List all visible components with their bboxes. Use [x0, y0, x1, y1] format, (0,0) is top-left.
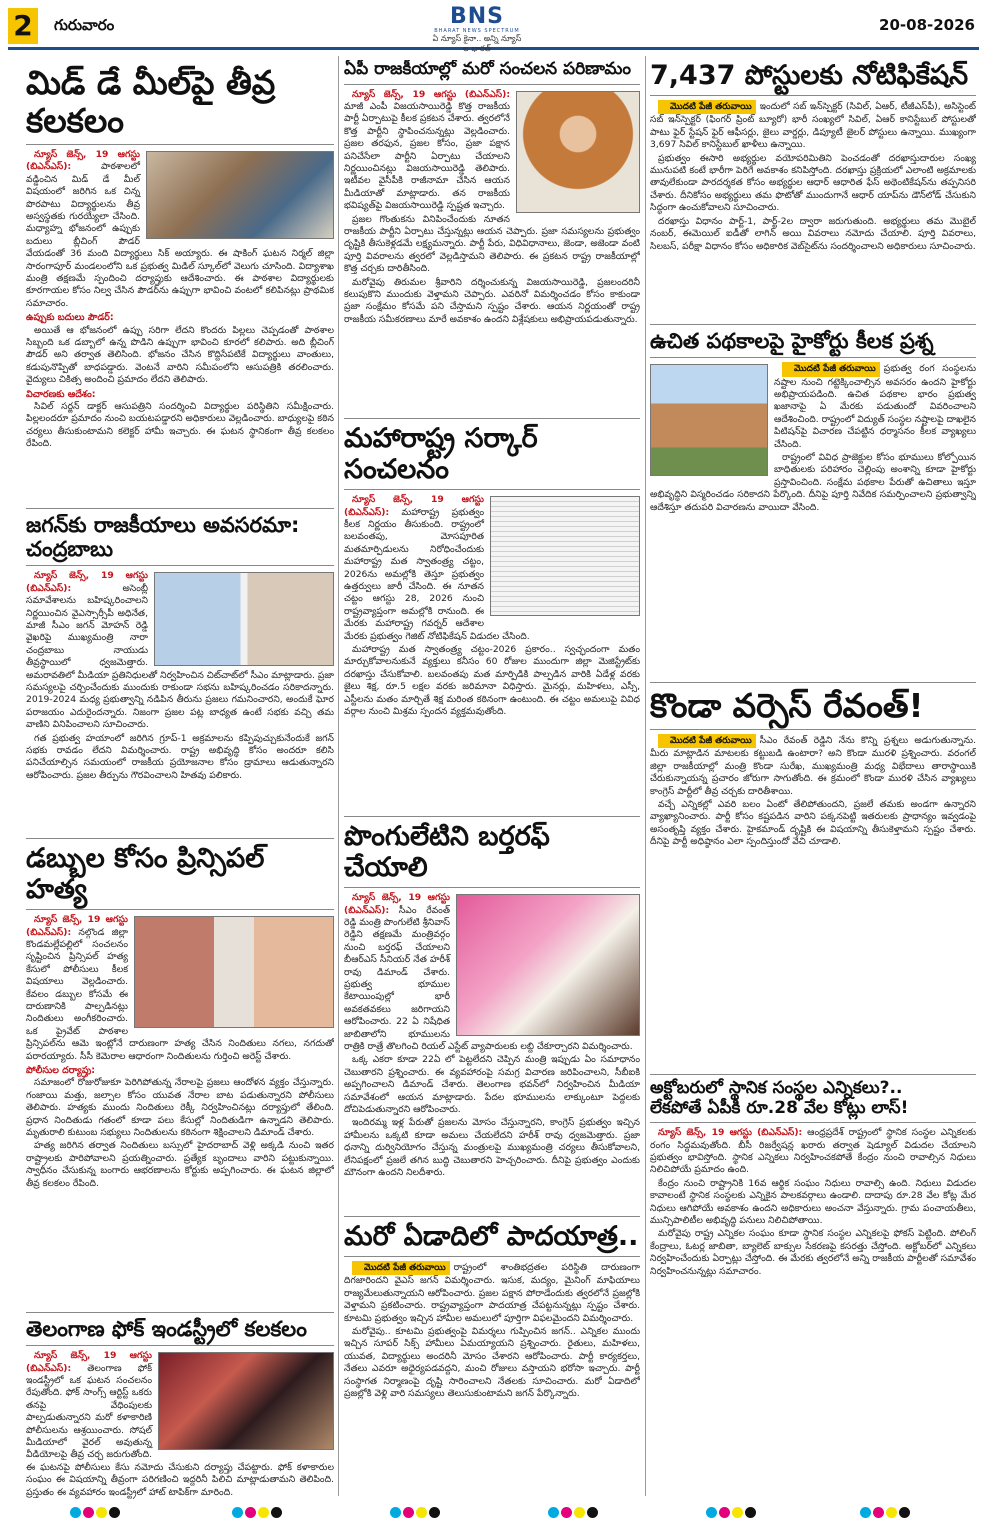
- article-text: అయితే ఆ భోజనంలో ఉప్పు సరిగా లేదని కొందరు పిల్లలు చెప్పడంతో పాఠశాల సిబ్బంది ఒక డబ్బాలో ఉన్న పొడిని ఉప్పుగా భావించి కూరలో కలిపారు. అది బ్లీచింగ్ పౌడర్ అని తర్వాత తెలిసింది. భోజనం చేసిన కొద్దిసేపటికే విద్యార్థులు వాంతులు, కడుపునొప్పితో బాధపడ్డారు. వెంటనే వారిని సమీపంలోని ఆసుపత్రికి తరలించారు. వైద్యులు చికిత్స అందించి ప్రమాదం లేదని తెలిపారు.: [26, 324, 334, 386]
- article-text: సమాజంలో రోజురోజుకూ పెరిగిపోతున్న నేరాలపై ప్రజలు ఆందోళన వ్యక్తం చేస్తున్నారు. గంజాయి మత్తు, జల్సాల కోసం యువత నేరాల బాట పడుతున్నారని పోలీసులు తెలిపారు. హత్యకు ముందు నిందితులు రెక్కీ నిర్వహించినట్లు దర్యాప్తులో తేలింది. ప్రధాన నిందితుడు గతంలో కూడా పలు కేసుల్లో నిందితుడిగా ఉన్నాడని తెలిపారు. మృతురాలి కుటుంబ సభ్యులు నిందితులను కఠినంగా శిక్షించాలని డిమాండ్ చేశారు.: [26, 1077, 334, 1138]
- article-subhead: ఉప్పుకు బదులు పౌడర్:: [26, 312, 114, 324]
- article-text: మాజీ ఎంపీ విజయసాయిరెడ్డి కొత్త రాజకీయ పార్టీ ఏర్పాటుపై కీలక ప్రకటన చేశారు. త్వరలోనే కొత్త పార్టీని స్థాపించనున్నట్లు వెల్లడించారు. ప్రజల తరఫున, ప్రజల కోసం, ప్రజా పక్షాన పనిచేసేలా పార్టీని ఏర్పాటు చేయాలని నిర్ణయించినట్లు విజయసాయిరెడ్డి తెలిపారు. ఇటీవల వైసీపీకి రాజీనామా చేసిన ఆయన మీడియాతో మాట్లాడారు. తన రాజకీయ భవిష్యత్‌పై విజయసాయిరెడ్డి స్పష్టత ఇచ్చారు.: [344, 100, 510, 212]
- article-headline[interactable]: మహారాష్ట్ర సర్కార్ సంచలనం: [344, 423, 640, 490]
- logo-text: BNS: [449, 4, 505, 29]
- article-text: రాష్ట్రంలో శాంతిభద్రతల పరిస్థితి దారుణంగా దిగజారిందని వైఎస్ జగన్ విమర్శించారు. ఇసుక, మద్యం, మైనింగ్ మాఫియాలు రాజ్యమేలుతున్నాయని ఆరోపించారు. ప్రజల పక్షాన పోరాడేందుకు త్వరలోనే ప్రజల్లోకి వెళ్తామని ప్రకటించారు. రాష్ట్రవ్యాప్తంగా పాదయాత్ర చేపట్టనున్నట్లు స్పష్టం చేశారు. కూటమి ప్రభుత్వం ఇచ్చిన హామీల అమలులో పూర్తిగా విఫలమైందని విమర్శించారు.: [344, 1262, 640, 1324]
- color-dot: [899, 1507, 910, 1518]
- folk-artists-photo: [158, 1352, 334, 1450]
- article-body: [26, 570, 334, 782]
- color-bar-group: [70, 1503, 122, 1515]
- article-headline[interactable]: ఉచిత పథకాలపై హైకోర్టు కీలక ప్రశ్న: [650, 329, 976, 358]
- article-text: ఇందులో సబ్ ఇన్‌స్పెక్టర్ (సివిల్, ఏఆర్, టీజీఎస్‌పీ), అసిస్టెంట్ సబ్ ఇన్‌స్పెక్టర్ (ఫింగర్ ప్రింట్ బ్యూరో) భారీ సంఖ్యలో సివిల్, ఏఆర్ కానిస్టేబుల్ పోస్టులతో పాటు ఫైర్ స్టేషన్ ఫైర్ ఆఫీసర్లు, జైలు వార్డర్లు, డిప్యూటీ జైలర్ పోస్టులు ఉన్నాయి. ముఖ్యంగా 3,697 సివిల్ కానిస్టేబుల్ ఖాళీలు ఉన్నాయి.: [650, 101, 976, 151]
- article-body: [344, 494, 640, 718]
- article-subhead: విచారణకు ఆదేశం:: [26, 388, 96, 400]
- color-bar-group: [860, 1503, 912, 1515]
- article-maharashtra[interactable]: [344, 418, 640, 810]
- article-headline[interactable]: మరో ఏడాదిలో పాదయాత్ర..: [344, 1221, 640, 1257]
- article-padayatra[interactable]: [344, 1216, 640, 1525]
- press-meet-photo: [456, 894, 640, 1036]
- color-dot: [109, 1507, 120, 1518]
- article-body: [650, 362, 976, 514]
- color-dot: [548, 1507, 559, 1518]
- article-body: [650, 1127, 976, 1278]
- color-bar-group: [390, 1503, 442, 1515]
- dateline: న్యూస్ జెన్స్, 19 ఆగస్టు (బిఎన్ఎస్):: [352, 88, 510, 100]
- article-text: మరోవైపు.. కూటమి ప్రభుత్వంపై విమర్శలు గుప్పించిన జగన్.. ఎన్నికల ముందు ఇచ్చిన సూపర్ సిక్స్ హామీలు ఏమయ్యాయని ప్రశ్నించారు. రైతులు, మహిళలు, యువత, విద్యార్థులు అందరినీ మోసం చేశారని ఆరోపించారు. పార్టీ కార్యకర్తలు, నేతలు ఎవరూ అధైర్యపడవద్దని, మంచి రోజులు వస్తాయని భరోసా ఇచ్చారు. పార్టీ సంస్థాగత నిర్మాణంపై దృష్టి సారించాలని నేతలకు సూచించారు. మరో ఏడాదిలో ప్రజల్లోకి వెళ్లి వారి సమస్యలు తెలుసుకుంటామని జగన్ పేర్కొన్నారు.: [344, 1326, 640, 1400]
- article-headline[interactable]: 7,437 పోస్టులకు నోటిఫికేషన్: [650, 60, 976, 96]
- color-dot: [587, 1507, 598, 1518]
- color-dot: [416, 1507, 427, 1518]
- dateline: న్యూస్ జెన్స్, 19 ఆగస్టు (బిఎన్ఎస్):: [658, 1127, 803, 1139]
- dateline: న్యూస్ జెన్స్, 19 ఆగస్టు (బిఎన్ఎస్):: [26, 914, 128, 938]
- color-dot: [706, 1507, 717, 1518]
- article-text: సివిల్ సర్జన్ డాక్టర్ ఆసుపత్రిని సందర్శించి విద్యార్థుల పరిస్థితిని సమీక్షించారు. పిల్లలందరూ ప్రమాదం నుంచి బయటపడ్డారని అధికారులు వెల్లడించారు. బాధ్యులపై కఠిన చర్యలు తీసుకుంటామని కలెక్టర్ హామీ ఇచ్చారు. ఈ ఘటన స్థానికంగా తీవ్ర కలకలం రేపింది.: [26, 401, 334, 450]
- article-subhead: పోలీసుల దర్యాప్తు:: [26, 1064, 95, 1076]
- article-headline[interactable]: అక్టోబరులో స్థానిక సంస్థల ఎన్నికలు?..: [650, 1078, 903, 1098]
- article-text: తెలంగాణ ఫోక్ ఇండస్ట్రీలో ఒక ఘటన సంచలనం రేపుతోంది. ఫోక్ సాంగ్స్ ఆర్టిస్ట్ ఒకరు తనపై వేధింపులకు పాల్పడుతున్నారని మరో కళాకారిణి పోలీసులను ఆశ్రయించారు. సోషల్ మీడియాలో వైరల్ అవుతున్న వీడియోలపై తీవ్ర చర్చ జరుగుతోంది. ఈ ఘటనపై పోలీసులు కేసు నమోదు చేసుకుని దర్యాప్తు చేపట్టారు. ఫోక్ కళాకారుల సంఘం ఈ విషయాన్ని తీవ్రంగా పరిగణించి ఇద్దరినీ పిలిచి మాట్లాడుతామని తెలిపింది. ప్రస్తుతం ఈ వ్యవహారం ఇండస్ట్రీలో హాట్ టాపిక్‌గా మారింది.: [26, 1362, 334, 1498]
- article-folk-industry[interactable]: [26, 1312, 334, 1525]
- politician-photo: [516, 91, 640, 213]
- article-text: దరఖాస్తు విధానం పార్ట్-1, పార్ట్-2ల ద్వారా జరుగుతుంది. అభ్యర్థులు తమ మొబైల్ నంబర్, ఈమెయిల్ ఐడీతో లాగిన్ అయి వివరాలు నమోదు చేయాలి. పూర్తి వివరాలు, సిలబస్, పరీక్షా విధానం కోసం అధికారిక వెబ్‌సైట్‌ను సందర్శించాలని అధికారులు సూచించారు.: [650, 215, 976, 252]
- article-midday-meal[interactable]: [26, 64, 334, 502]
- continued-badge[interactable]: మొదటి పేజీ తరువాయి: [352, 1261, 450, 1275]
- color-dot: [745, 1507, 756, 1518]
- color-bar-group: [548, 1503, 600, 1515]
- article-text: మరోవైపు తిరుమల శ్రీవారిని దర్శించుకున్న విజయసాయిరెడ్డి, ప్రజలందరినీ కలుపుకొని ముందుకు వెళ్తామని చెప్పారు. ఎవరినో విమర్శించడం కోసం కాకుండా ప్రజా సంక్షేమం కోసమే పని చేస్తామని స్పష్టం చేశారు. ఆయన నిర్ణయంతో రాష్ట్ర రాజకీయ సమీకరణాలు మారే అవకాశం ఉందని విశ్లేషకులు అభిప్రాయపడుతున్నారు.: [344, 276, 640, 325]
- gazette-document: [490, 496, 640, 616]
- article-ponguleti[interactable]: [344, 816, 640, 1210]
- color-dot: [719, 1507, 730, 1518]
- page-number: 2: [8, 8, 38, 44]
- issue-date: 20-08-2026: [879, 16, 975, 34]
- color-dot: [429, 1507, 440, 1518]
- article-text: సీఎం రేవంత్ రెడ్డి మంత్రి పొంగులేటి శ్రీనివాస్ రెడ్డిని తక్షణమే మంత్రివర్గం నుంచి బర్తరఫ్ చేయాలని బీఆర్ఎస్ సీనియర్ నేత హరీశ్ రావు డిమాండ్ చేశారు. ప్రభుత్వ భూముల కేటాయింపుల్లో భారీ అవకతవకలు జరిగాయని ఆరోపించారు. 22 ఏ నిషేధిత జాబితాలోని భూములను రాత్రికి రాత్రే తొలగించి రియల్ ఎస్టేట్ వ్యాపారులకు లబ్ది చేకూర్చారని విమర్శించారు.: [344, 904, 633, 1052]
- article-body: [26, 1350, 334, 1499]
- continued-badge[interactable]: మొదటి పేజీ తరువాయి: [658, 100, 756, 114]
- article-headline[interactable]: కొండా వర్సెస్ రేవంత్!: [650, 687, 976, 730]
- color-dot: [96, 1507, 107, 1518]
- color-dot: [258, 1507, 269, 1518]
- article-text: వచ్చే ఎన్నికల్లో ఎవరి బలం ఏంటో తేలిపోతుందని, ప్రజలే తమకు అండగా ఉన్నారని వ్యాఖ్యానించారు. పార్టీ కోసం కష్టపడిన వారిని పక్కనపెట్టి ఇతరులకు ప్రాధాన్యం ఇవ్వడంపై అసంతృప్తి వ్యక్తం చేశారు. హైకమాండ్ దృష్టికి ఈ విషయాన్ని తీసుకెళ్తామని స్పష్టం చేశారు. దీనిపై పార్టీ అధిష్ఠానం ఎలా స్పందిస్తుందో వేచి చూడాలి.: [650, 798, 976, 848]
- article-headline[interactable]: ఏపీ రాజకీయాల్లో మరో సంచలన పరిణామం: [344, 60, 640, 85]
- article-text: ప్రభుత్వం ఈసారి అభ్యర్థుల వయోపరిమితిని పెంచడంతో దరఖాస్తుదారుల సంఖ్య మునుపటి కంటే భారీగా పెరిగే అవకాశం కనిపిస్తోంది. దరఖాస్తు ప్రక్రియలో ఎలాంటి అక్రమాలకు తావులేకుండా పారదర్శకత కోసం అభ్యర్థుల ఆధార్ ఆధారిత ఫేస్ అథెంటికేషన్‌ను తప్పనిసరి చేశారు. దీనికోసం అభ్యర్థులు తమ ఫొటోతో ముందుగానే ఆధార్ యాప్‌ను డౌన్‌లోడ్ చేసుకుని సిద్ధంగా ఉంచుకోవాలని సూచించారు.: [650, 152, 976, 214]
- article-notification[interactable]: [650, 60, 976, 318]
- article-jagan-chandrababu[interactable]: [26, 508, 334, 832]
- logo-subtext: BHARAT NEWS SPECTRUM: [434, 28, 520, 34]
- continued-badge[interactable]: మొదటి పేజీ తరువాయి: [658, 734, 756, 748]
- article-subheadline[interactable]: లేకపోతే ఏపీకి రూ.28 వేల కోట్లు లాస్!: [650, 1099, 976, 1124]
- article-high-court[interactable]: [650, 324, 976, 676]
- article-text: ఆంధ్రప్రదేశ్ రాష్ట్రంలో స్థానిక సంస్థల ఎన్నికలకు రంగం సిద్ధమవుతోంది. బీసీ రిజర్వేషన్ల ఖరారు తర్వాత షెడ్యూల్ విడుదల చేయాలని ప్రభుత్వం భావిస్తోంది. స్థానిక ఎన్నికలు నిర్వహించకపోతే కేంద్రం నుంచి రావాల్సిన నిధులు నిలిచిపోయే ప్రమాదం ఉంది.: [650, 1127, 976, 1176]
- article-text: ప్రభుత్వ రంగ సంస్థలను నష్టాల నుంచి గట్టెక్కించాల్సిన అవసరం ఉందని హైకోర్టు అభిప్రాయపడింది. ఉచిత పథకాల భారం ప్రభుత్వ ఖజానాపై ఏ మేరకు పడుతుందో వివరించాలని ఆదేశించింది. రాష్ట్రంలో విద్యుత్ సంస్థల నష్టాలపై దాఖలైన పిటిషన్‌పై విచారణ చేపట్టిన ధర్మాసనం కీలక వ్యాఖ్యలు చేసింది.: [774, 363, 976, 450]
- color-dot: [390, 1507, 401, 1518]
- article-text: మరోవైపు రాష్ట్ర ఎన్నికల సంఘం కూడా స్థానిక సంస్థల ఎన్నికలపై ఫోకస్ పెట్టింది. పోలింగ్ కేంద్రాలు, ఓటర్ల జాబితా, బ్యాలెట్ బాక్సుల సేకరణపై కసరత్తు చేస్తోంది. అక్టోబర్‌లో ఎన్నికలు నిర్వహించేందుకు ఏర్పాట్లు చేస్తోంది. ఈ మేరకు త్వరలోనే అన్ని రాజకీయ పార్టీలతో సమావేశం నిర్వహించనున్నట్లు సమాచారం.: [650, 1228, 976, 1277]
- color-dot: [732, 1507, 743, 1518]
- color-dot: [232, 1507, 243, 1518]
- color-dot: [245, 1507, 256, 1518]
- masthead: [8, 4, 979, 53]
- article-body: [650, 734, 976, 849]
- article-text: హత్య జరిగిన తర్వాత నిందితులు బస్సులో హైదరాబాద్ వెళ్లి అక్కడి నుంచి ఇతర రాష్ట్రాలకు పారిపోవాలని ప్రయత్నించారు. ప్రత్యేక బృందాలు వారిని పట్టుకున్నాయి. స్వాధీనం చేసుకున్న బంగారు ఆభరణాలను కోర్టుకు అప్పగించారు. ఈ ఘటన జిల్లాలో తీవ్ర కలకలం రేపింది.: [26, 1140, 334, 1189]
- color-dot: [561, 1507, 572, 1518]
- color-dot: [860, 1507, 871, 1518]
- color-dot: [271, 1507, 282, 1518]
- school-photo: [146, 151, 334, 239]
- dateline: న్యూస్ జెన్స్, 19 ఆగస్టు (బిఎన్ఎస్):: [26, 1350, 152, 1374]
- article-local-elections[interactable]: [650, 1074, 976, 1525]
- logo-tagline: ఏ న్యూస్ కైనా.. అన్ని న్యూస్ ల భారత్: [432, 34, 522, 53]
- article-ap-politics[interactable]: [344, 60, 640, 412]
- article-body: [26, 149, 334, 451]
- article-text: మహారాష్ట్ర మత స్వాతంత్ర్య చట్టం-2026 ప్రకారం.. స్వచ్ఛందంగా మతం మార్చుకోవాలనుకునే వ్యక్తులు కనీసం 60 రోజుల ముందుగా జిల్లా మెజిస్ట్రేట్‌కు దరఖాస్తు చేసుకోవాలి. బలవంతపు మత మార్పిడికి పాల్పడిన వారికి ఏడేళ్ల వరకు జైలు శిక్ష, రూ.5 లక్షల వరకు జరిమానా విధిస్తారు. మైనర్లు, మహిళలు, ఎస్సీ, ఎస్టీలను మతం మార్చితే శిక్ష మరింత కఠినంగా ఉంటుంది. ఈ చట్టం అమలుపై వివిధ వర్గాల నుంచి మిశ్రమ స్పందన వ్యక్తమవుతోంది.: [344, 643, 640, 717]
- article-text: అసెంబ్లీ సమావేశాలను బహిష్కరించాలని నిర్ణయించిన వైఎస్సార్సీపీ అధినేత, మాజీ సీఎం జగన్ మోహన్ రెడ్డి వైఖరిపై ముఖ్యమంత్రి నారా చంద్రబాబు నాయుడు తీవ్రస్థాయిలో ధ్వజమెత్తారు. అమరావతిలో మీడియా ప్రతినిధులతో నిర్వహించిన చిట్‌చాట్‌లో సీఎం మాట్లాడారు. ప్రజా సమస్యలపై చర్చించేందుకు ముందుకు రాకుండా సభను బహిష్కరించడం సరికాదన్నారు. 2019-2024 మధ్య ప్రభుత్వాన్ని నడిపిన తీరును ప్రజలు గమనించారని, అందుకే ఘోర పరాజయం ఎదురైందన్నారు. నిజంగా ప్రజల పట్ల బాధ్యత ఉంటే సభకు వచ్చి తమ వాణిని వినిపించాలని సూచించారు.: [26, 582, 334, 731]
- article-headline[interactable]: తెలంగాణ ఫోక్ ఇండస్ట్రీలో కలకలం: [26, 1317, 334, 1346]
- day-label: గురువారం: [54, 16, 115, 34]
- dateline: న్యూస్ జెన్స్, 19 ఆగస్టు (బిఎన్ఎస్):: [344, 892, 450, 916]
- article-body: [344, 1261, 640, 1400]
- color-dot: [886, 1507, 897, 1518]
- dateline: న్యూస్ జెన్స్, 19 ఆగస్టు (బిఎన్ఎస్):: [26, 570, 148, 594]
- article-headline[interactable]: పొంగులేటిని బర్తరఫ్ చేయాలి: [344, 821, 640, 888]
- color-dot: [873, 1507, 884, 1518]
- principal-photo: [134, 916, 334, 1028]
- article-body: [344, 892, 640, 1179]
- dateline: న్యూస్ జెన్స్, 19 ఆగస్టు (బిఎన్ఎస్):: [344, 494, 484, 518]
- color-dot: [83, 1507, 94, 1518]
- color-bar-group: [232, 1503, 284, 1515]
- leaders-photo: [154, 572, 334, 666]
- newspaper-logo[interactable]: [432, 4, 522, 53]
- article-headline[interactable]: జగన్‌కు రాజకీయాలు అవసరమా: చంద్రబాబు: [26, 513, 334, 566]
- color-bar-group: [706, 1503, 758, 1515]
- article-text: రాష్ట్రంలో వివిధ ప్రాజెక్టుల కోసం భూములు కోల్పోయిన బాధితులకు పరిహారం చెల్లింపు అంశాన్ని కూడా హైకోర్టు ప్రస్తావించింది. సంక్షేమ పథకాల పేరుతో ఉచితాలు ఇస్తూ అభివృద్ధిని విస్మరించడం సరికాదని పేర్కొంది. దీనిపై పూర్తి నివేదిక సమర్పించాలని ప్రభుత్వాన్ని ఆదేశిస్తూ తదుపరి విచారణను వాయిదా వేసింది.: [650, 451, 976, 513]
- color-dot: [574, 1507, 585, 1518]
- article-text: ఒక్క ఎకరా కూడా 22ఏ లో పెట్టలేదని చెప్పిన మంత్రి ఇప్పుడు ఏం సమాధానం చెబుతారని ప్రశ్నించారు. ఈ వ్యవహారంపై సమగ్ర విచారణ జరిపించాలని, సీబీఐకి అప్పగించాలని డిమాండ్ చేశారు. తెలంగాణ భవన్‌లో నిర్వహించిన మీడియా సమావేశంలో ఆయన మాట్లాడారు. పేదల భూములను లాక్కుంటూ పెద్దలకు దోచిపెడుతున్నారని ఆరోపించారు.: [344, 1054, 640, 1115]
- article-body: [26, 914, 334, 1190]
- article-body: [650, 100, 976, 253]
- article-konda-revanth[interactable]: [650, 682, 976, 1068]
- high-court-photo: [650, 364, 768, 476]
- article-text: గత ప్రభుత్వ హయాంలో జరిగిన గ్రూప్-1 అక్రమాలను కప్పిపుచ్చుకునేందుకే జగన్ సభకు రావడం లేదని విమర్శించారు. రాష్ట్ర అభివృద్ధి కోసం అందరూ కలిసి పనిచేయాల్సిన సమయంలో రాజకీయ ప్రయోజనాల కోసం డ్రామాలు ఆడుతున్నారని ఆరోపించారు. ప్రజల తీర్పును గౌరవించాలని హితవు పలికారు.: [26, 732, 334, 781]
- article-text: కేంద్రం నుంచి రాష్ట్రానికి 16వ ఆర్థిక సంఘం నిధులు రావాల్సి ఉంది. నిధులు విడుదల కావాలంటే స్థానిక సంస్థలకు ఎన్నికైన పాలకవర్గాలు ఉండాలి. దాదాపు రూ.28 వేల కోట్ల మేర నిధులు ఆగిపోయే అవకాశం ఉందని అధికారులు అంచనా వేస్తున్నారు. గ్రామ పంచాయతీలు, మున్సిపాలిటీల అభివృద్ధి పనులు నిలిచిపోతాయి.: [650, 1177, 976, 1226]
- continued-badge[interactable]: మొదటి పేజీ తరువాయి: [782, 362, 880, 376]
- color-dot: [403, 1507, 414, 1518]
- article-text: నల్గొండ జిల్లా కొండమల్లేపల్లిలో సంచలనం సృష్టించిన ప్రిన్సిపల్ హత్య కేసులో పోలీసులు కీలక విషయాలు వెల్లడించారు. కేవలం డబ్బుల కోసమే ఈ దారుణానికి పాల్పడినట్లు నిందితులు అంగీకరించారు. ఒక ప్రైవేట్ పాఠశాల ప్రిన్సిపల్‌ను ఆమె ఇంట్లోనే దారుణంగా హత్య చేసిన నిందితులు నగలు, నగదుతో పరారయ్యారు. సీసీ కెమెరాల ఆధారంగా నిందితులను గుర్తించి అరెస్ట్ చేశారు.: [26, 926, 334, 1062]
- article-principal-murder[interactable]: [26, 838, 334, 1306]
- color-dot: [70, 1507, 81, 1518]
- column-divider: [645, 56, 646, 1496]
- article-text: ఇందిరమ్మ ఇళ్ల పేరుతో ప్రజలను మోసం చేస్తున్నారని, కాంగ్రెస్ ప్రభుత్వం ఇచ్చిన హామీలను ఒక్కటి కూడా అమలు చేయలేదని హరీశ్ రావు ధ్వజమెత్తారు. ప్రజా ధనాన్ని దుర్వినియోగం చేస్తున్న మంత్రులపై ముఖ్యమంత్రి చర్యలు తీసుకోవాలని, లేనిపక్షంలో ప్రజలే తగిన బుద్ధి చెబుతారని హెచ్చరించారు. దీనిపై ప్రభుత్వం ఎందుకు మౌనంగా ఉందని నిలదీశారు.: [344, 1117, 640, 1179]
- dateline: న్యూస్ జెన్స్, 19 ఆగస్టు (బిఎన్ఎస్):: [26, 148, 140, 173]
- column-divider: [338, 56, 339, 1496]
- article-text: సీఎం రేవంత్ రెడ్డిని నేను కొన్ని ప్రశ్నలు అడుగుతున్నాను. మీరు మాట్లాడిన మాటలకు కట్టుబడి ఉంటారా? అని కొండా మురళి ప్రశ్నించారు. వరంగల్ జిల్లా రాజకీయాల్లో మంత్రి కొండా సురేఖ, ముఖ్యమంత్రి మధ్య విభేదాలు తారాస్థాయికి చేరుకున్నాయన్న ప్రచారం జోరుగా సాగుతోంది. ఈ క్రమంలో కొండా మురళి చేసిన వ్యాఖ్యలు కాంగ్రెస్ పార్టీలో తీవ్ర చర్చకు దారితీశాయి.: [650, 734, 976, 797]
- article-body: [344, 89, 640, 327]
- article-text: మహారాష్ట్ర ప్రభుత్వం కీలక నిర్ణయం తీసుకుంది. రాష్ట్రంలో బలవంతపు, మోసపూరిత మతమార్పిడులను నిరోధించేందుకు మహారాష్ట్ర మత స్వాతంత్ర్య చట్టం, 2026ను అమల్లోకి తెస్తూ ప్రభుత్వం ఉత్తర్వులు జారీ చేసింది. ఈ నూతన చట్టం ఆగస్టు 28, 2026 నుంచి రాష్ట్రవ్యాప్తంగా అమల్లోకి రానుంది. ఈ మేరకు మహారాష్ట్ర గవర్నర్ ఆదేశాల మేరకు ప్రభుత్వం గెజిట్ నోటిఫికేషన్ విడుదల చేసింది.: [344, 506, 530, 642]
- article-headline[interactable]: మిడ్ డే మీల్‌పై తీవ్ర కలకలం: [26, 64, 334, 145]
- article-text: పాఠశాలలో వడ్డించిన మిడ్ డే మీల్ విషయంలో జరిగిన ఒక చిన్న పొరపాటు విద్యార్థులను తీవ్ర అస్వస్థతకు గురయ్యేలా చేసింది. మధ్యాహ్న భోజనంలో ఉప్పుకు బదులు బ్లీచింగ్ పౌడర్ వేయడంతో 36 మంది విద్యార్థులు సిక్ అయ్యారు. ఈ షాకింగ్ ఘటన నిర్మల్ జిల్లా సారంగాపూర్ మండలంలోని ఒక ప్రభుత్వ మిడిల్ స్కూల్‌లో వెలుగు చూసింది. విద్యాశాఖ మంత్రి తక్షణమే స్పందించి దర్యాప్తుకు ఆదేశించారు. ఈ పాఠశాల విద్యార్థులకు కూరగాయల కోసం నిల్వ చేసిన పౌడర్‌ను ఉప్పుగా భావించి వంటలో కలిపినట్లు ప్రాథమిక సమాచారం.: [26, 161, 334, 309]
- article-headline[interactable]: డబ్బుల కోసం ప్రిన్సిపల్ హత్య: [26, 843, 334, 910]
- article-text: ప్రజల గొంతుకను వినిపించేందుకు నూతన రాజకీయ పార్టీని ఏర్పాటు చేస్తున్నట్లు ఆయన చెప్పారు. ప్రజా సమస్యలను ప్రభుత్వం దృష్టికి తీసుకెళ్లడమే లక్ష్యమన్నారు. పార్టీ పేరు, విధివిధానాలు, జెండా, అజెండా వంటి పూర్తి వివరాలను త్వరలో వెల్లడిస్తామని తెలిపారు. ఈ ప్రకటన రాష్ట్ర రాజకీయాల్లో కొత్త చర్చకు దారితీసింది.: [344, 213, 640, 275]
